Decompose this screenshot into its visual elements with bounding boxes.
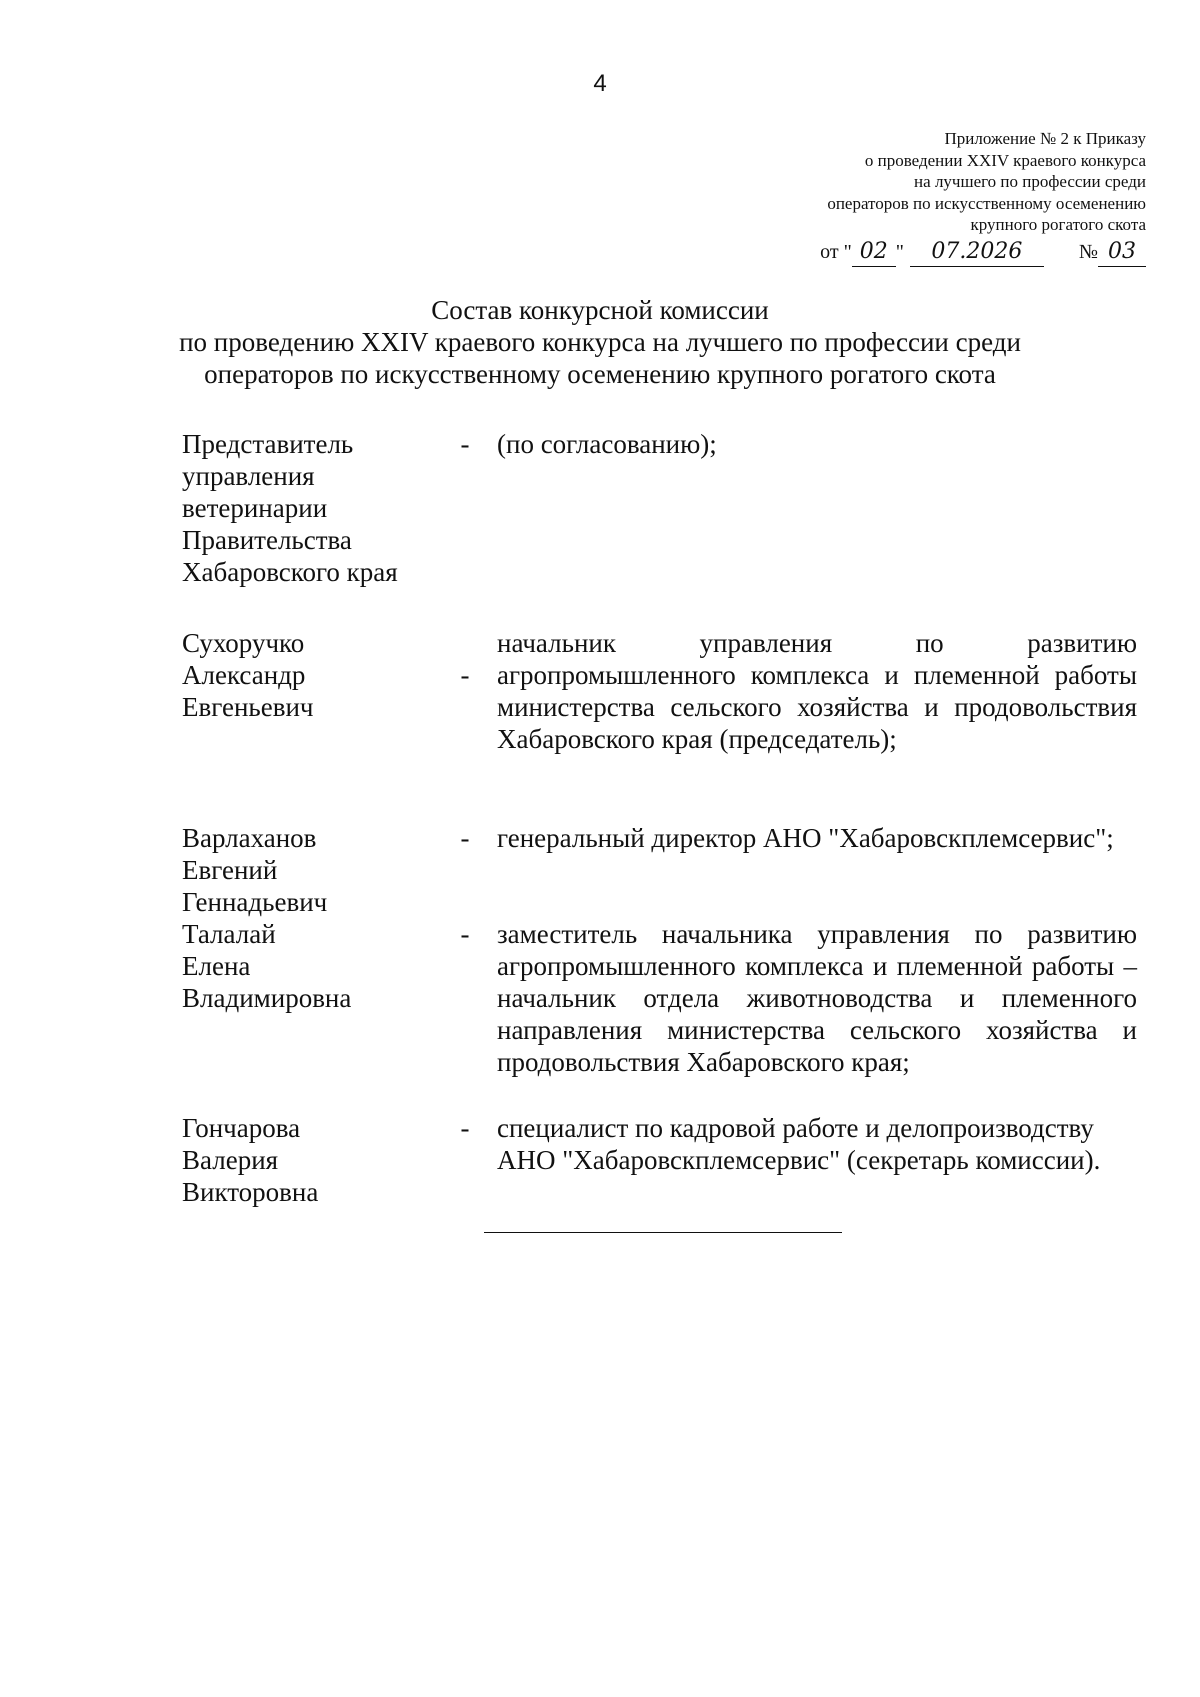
name-line: Сухоручко [182,628,305,658]
description-text: специалист по кадровой работе и делопроизводству АНО "Хабаровскплемсервис" (секретарь комиссии). [497,1113,1101,1175]
description-text: начальник управления по развитию агропромышленного комплекса и племенной работы министерства сельского хозяйства и продовольствия Хабаровского края (председатель); [497,628,1137,754]
member-dash: - [460,823,470,853]
member-dash: - [460,660,470,690]
member-description [497,918,1137,1078]
name-line: Правительства [182,525,352,555]
closing-rule [484,1232,842,1233]
member-name [182,1112,432,1208]
name-line: Геннадьевич [182,887,328,917]
appendix-line: операторов по искусственному осеменению [827,193,1146,213]
name-line: Хабаровского края [182,557,398,587]
name-line: Евгений [182,855,278,885]
title-line: по проведению XXIV краевого конкурса на лучшего по профессии среди [179,327,1021,357]
description-text: (по согласованию); [497,429,717,459]
appendix-header [586,128,1146,267]
member-description [497,822,1137,854]
member-name [182,822,432,918]
order-date-number [586,238,1146,267]
handwritten-order-number: 03 [1098,238,1146,267]
name-line: Александр [182,660,306,690]
title-line: операторов по искусственному осеменению крупного рогатого скота [204,359,996,389]
appendix-line: Приложение № 2 к Приказу [944,129,1146,148]
name-line: Представитель [182,429,354,459]
number-prefix: № [1078,240,1098,263]
description-text: генеральный директор АНО "Хабаровскплемсервис"; [497,823,1114,853]
date-prefix: от " [820,240,852,263]
name-line: Владимировна [182,983,352,1013]
appendix-line: на лучшего по профессии среди [914,172,1146,191]
member-dash: - [460,1113,470,1143]
document-title [0,294,1200,390]
member-description [497,1112,1137,1176]
member-description [497,428,1137,460]
handwritten-month-year: 07.2026 [910,238,1044,267]
name-line: ветеринарии [182,493,328,523]
name-line: Валерия [182,1145,279,1175]
description-text: заместитель начальника управления по развитию агропромышленного комплекса и племенной работы – начальник отдела животноводства и племенного направления министерства сельского хозяйства и продовольствия Хабаровского края; [497,919,1137,1077]
name-line: Викторовна [182,1177,319,1207]
handwritten-day: 02 [852,238,896,267]
member-description [497,627,1137,755]
member-name [182,428,432,588]
member-dash: - [460,919,470,949]
name-line: Талалай [182,919,276,949]
date-quote: " [895,240,904,263]
name-line: Елена [182,951,251,981]
member-name [182,918,432,1014]
name-line: Гончарова [182,1113,301,1143]
member-name [182,627,432,723]
name-line: управления [182,461,315,491]
appendix-line: о проведении XXIV краевого конкурса [864,150,1146,170]
title-line: Состав конкурсной комиссии [431,295,769,325]
page-number: 4 [593,70,607,97]
appendix-line: крупного рогатого скота [970,215,1146,234]
name-line: Варлаханов [182,823,317,853]
name-line: Евгеньевич [182,692,314,722]
member-dash: - [460,429,470,459]
